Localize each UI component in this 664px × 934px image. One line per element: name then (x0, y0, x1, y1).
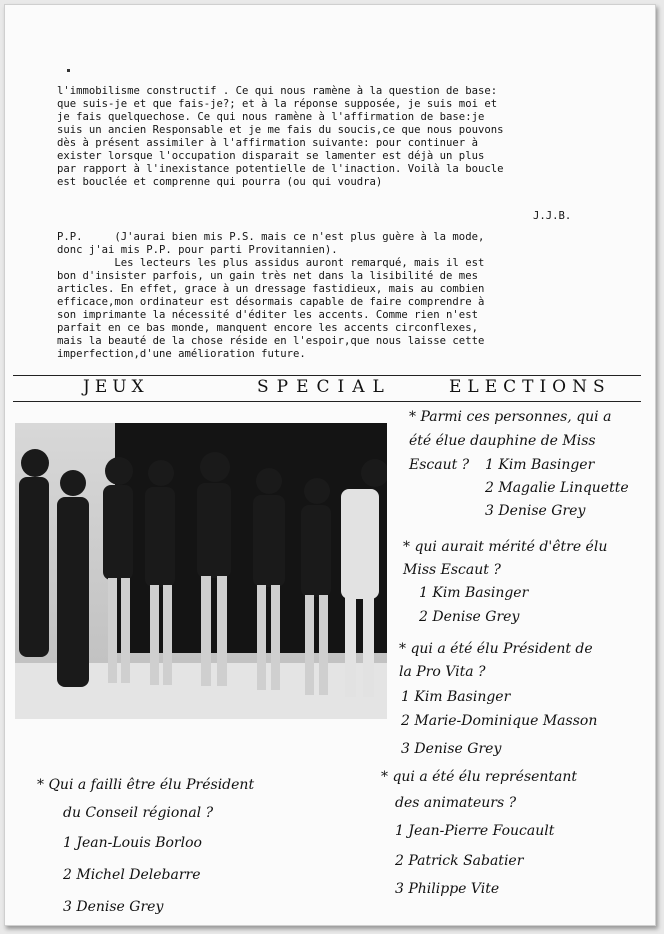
question-line: des animateurs ? (395, 795, 517, 811)
typed-line: mais la beauté de la chose réside en l'espoir,que nous laisse cette (57, 335, 485, 347)
question-line: * qui a été élu représentant (381, 769, 578, 785)
typed-line: son imprimante la nécessité d'éditer les accents. Comme rien n'est (57, 309, 478, 321)
answer-option: 1 Kim Basinger (419, 585, 529, 601)
typed-line: donc j'ai mis P.P. pour parti Provitannien). (57, 244, 338, 256)
answer-option: 1 Kim Basinger (401, 689, 511, 705)
answer-option: 3 Denise Grey (485, 503, 586, 519)
typed-line: efficace,mon ordinateur est désormais capable de faire comprendre à (57, 296, 485, 308)
header-top-rule (13, 375, 641, 376)
answer-option: 2 Denise Grey (419, 609, 520, 625)
header-word-special: SPECIAL (257, 377, 392, 397)
typed-line: Les lecteurs les plus assidus auront remarqué, mais il est (57, 257, 485, 269)
answer-option: 1 Jean-Louis Borloo (63, 835, 202, 851)
typed-line: parfait en ce bas monde, manquent encore les accents circonflexes, (57, 322, 478, 334)
answer-option: 3 Denise Grey (63, 899, 164, 915)
typed-line: articles. En effet, grace à un dressage fastidieux, mais au combien (57, 283, 485, 295)
question-line: la Pro Vita ? (399, 664, 486, 680)
answer-option: 2 Marie-Dominique Masson (401, 713, 598, 729)
question-line: * Qui a failli être élu Président (37, 777, 255, 793)
header-word-elections: ELECTIONS (449, 377, 611, 397)
typed-line: l'immobilisme constructif . Ce qui nous ramène à la question de base: (57, 85, 498, 97)
group-photo-figures (15, 423, 387, 719)
typed-line: que suis-je et que fais-je?; et à la réponse supposée, je suis moi et (57, 98, 498, 110)
answer-option: 1 Kim Basinger (485, 457, 595, 473)
margin-mark (67, 69, 70, 72)
typed-line: est bouclée et comprenne qui pourra (ou qui voudra) (57, 176, 383, 188)
author-signature: J.J.B. (533, 210, 572, 222)
document-page (4, 4, 656, 926)
question-line: * Parmi ces personnes, qui a (409, 409, 612, 425)
question-line: du Conseil régional ? (63, 805, 214, 821)
typed-line: P.P. (J'aurai bien mis P.S. mais ce n'est plus guère à la mode, (57, 231, 485, 243)
typed-line: par rapport à l'inexistance potentielle de l'inaction. Voilà la boucle (57, 163, 504, 175)
answer-option: 1 Jean-Pierre Foucault (395, 823, 555, 839)
question-line: Miss Escaut ? (403, 562, 501, 578)
typed-line: bon d'insister parfois, un gain très net dans la lisibilité de mes (57, 270, 478, 282)
question-line: * qui aurait mérité d'être élu (403, 539, 608, 555)
header-word-jeux: JEUX (83, 377, 149, 397)
question-line: * qui a été élu Président de (399, 641, 593, 657)
answer-option: 2 Magalie Linquette (485, 480, 629, 496)
header-bottom-rule (13, 401, 641, 402)
typed-line: je fais quelquechose. Ce qui nous ramène à l'affirmation de base:je (57, 111, 485, 123)
typed-line: dès à présent assimiler à l'affirmation suivante: pour continuer à (57, 137, 478, 149)
answer-option: 2 Michel Delebarre (63, 867, 201, 883)
typed-line: suis un ancien Responsable et je me fais du soucis,ce que nous pouvons (57, 124, 504, 136)
question-line: été élue dauphine de Miss (409, 433, 596, 449)
typed-line: exister lorsque l'occupation disparait se lamenter est déjà un plus (57, 150, 485, 162)
question-line: Escaut ? (409, 457, 470, 473)
answer-option: 3 Philippe Vite (395, 881, 500, 897)
answer-option: 3 Denise Grey (401, 741, 502, 757)
typed-line: imperfection,d'une amélioration future. (57, 348, 306, 360)
group-photo (15, 423, 387, 719)
answer-option: 2 Patrick Sabatier (395, 853, 524, 869)
